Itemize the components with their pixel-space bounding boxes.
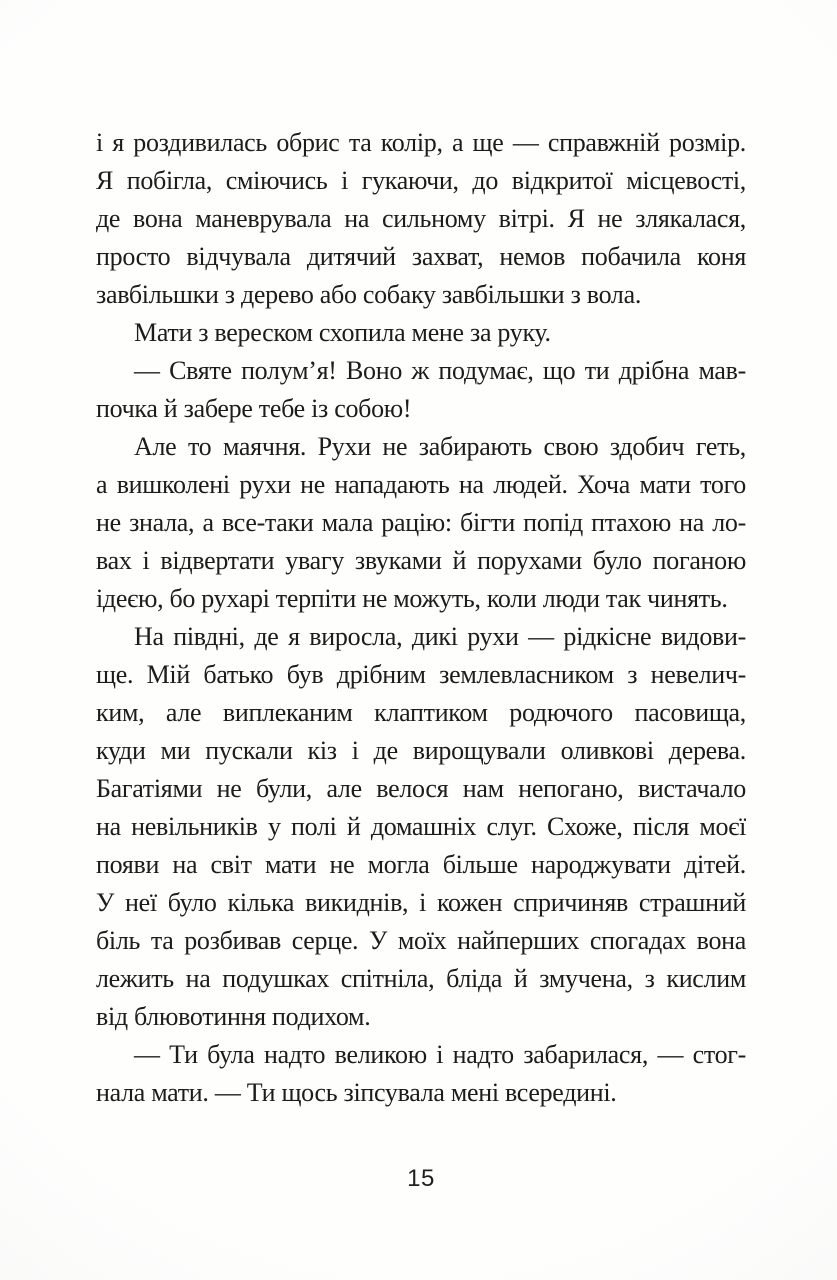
text-line: куди ми пускали кіз і де вирощували оливкові дерева. <box>96 736 746 765</box>
page-number: 15 <box>407 1165 435 1192</box>
paragraph <box>96 618 746 1036</box>
text-line: не знала, а все-таки мала рацію: бігти попід птахою на ло- <box>96 508 746 537</box>
text-line: просто відчувала дитячий захват, немов побачила коня <box>96 242 746 271</box>
paragraph <box>96 428 746 618</box>
text-line: ідеєю, бо рухарі терпіти не можуть, коли люди так чинять. <box>96 584 728 613</box>
text-line: лежить на подушках спітніла, бліда й змучена, з кислим <box>96 964 746 993</box>
text-line: появи на світ мати не могла більше народжувати дітей. <box>96 850 746 879</box>
text-line: почка й забере тебе із собою! <box>96 394 412 423</box>
text-line: Мати з вереском схопила мене за руку. <box>134 318 551 347</box>
text-line: Але то маячня. Рухи не забирають свою здобич геть, <box>134 432 746 461</box>
text-line: завбільшки з дерево або собаку завбільшки з вола. <box>96 280 642 309</box>
paragraph <box>96 352 746 428</box>
text-line: а вишколені рухи не нападають на людей. Хоча мати того <box>96 470 746 499</box>
text-line: де вона маневрувала на сильному вітрі. Я не злякалася, <box>96 204 746 233</box>
paragraph <box>96 314 746 352</box>
text-line: — Ти була надто великою і надто забарилася, — стог- <box>134 1040 746 1069</box>
text-line: на невільників у полі й домашніх слуг. Схоже, після моєї <box>96 812 746 841</box>
paragraph <box>96 1036 746 1112</box>
text-line: ще. Мій батько був дрібним землевласником з невелич- <box>96 660 746 689</box>
text-line: ким, але виплеканим клаптиком родючого пасовища, <box>96 698 746 727</box>
text-line: У неї було кілька викиднів, і кожен спричиняв страшний <box>96 888 746 917</box>
text-line: Багатіями не були, але велося нам непогано, вистачало <box>96 774 746 803</box>
paragraph <box>96 124 746 314</box>
text-line: біль та розбивав серце. У моїх найперших спогадах вона <box>96 926 746 955</box>
text-line: — Святе полум’я! Воно ж подумає, що ти дрібна мав- <box>134 356 746 385</box>
text-line: і я роздивилась обрис та колір, а ще — справжній розмір. <box>96 128 746 157</box>
page-text <box>96 124 746 1112</box>
text-line: На півдні, де я виросла, дикі рухи — рідкісне видови- <box>134 622 746 651</box>
text-line: вах і відвертати увагу звуками й порухами було поганою <box>96 546 746 575</box>
text-line: від блювотиння подихом. <box>96 1002 371 1031</box>
text-line: Я побігла, сміючись і гукаючи, до відкритої місцевості, <box>96 166 746 195</box>
text-line: нала мати. — Ти щось зіпсувала мені всередині. <box>96 1078 617 1107</box>
